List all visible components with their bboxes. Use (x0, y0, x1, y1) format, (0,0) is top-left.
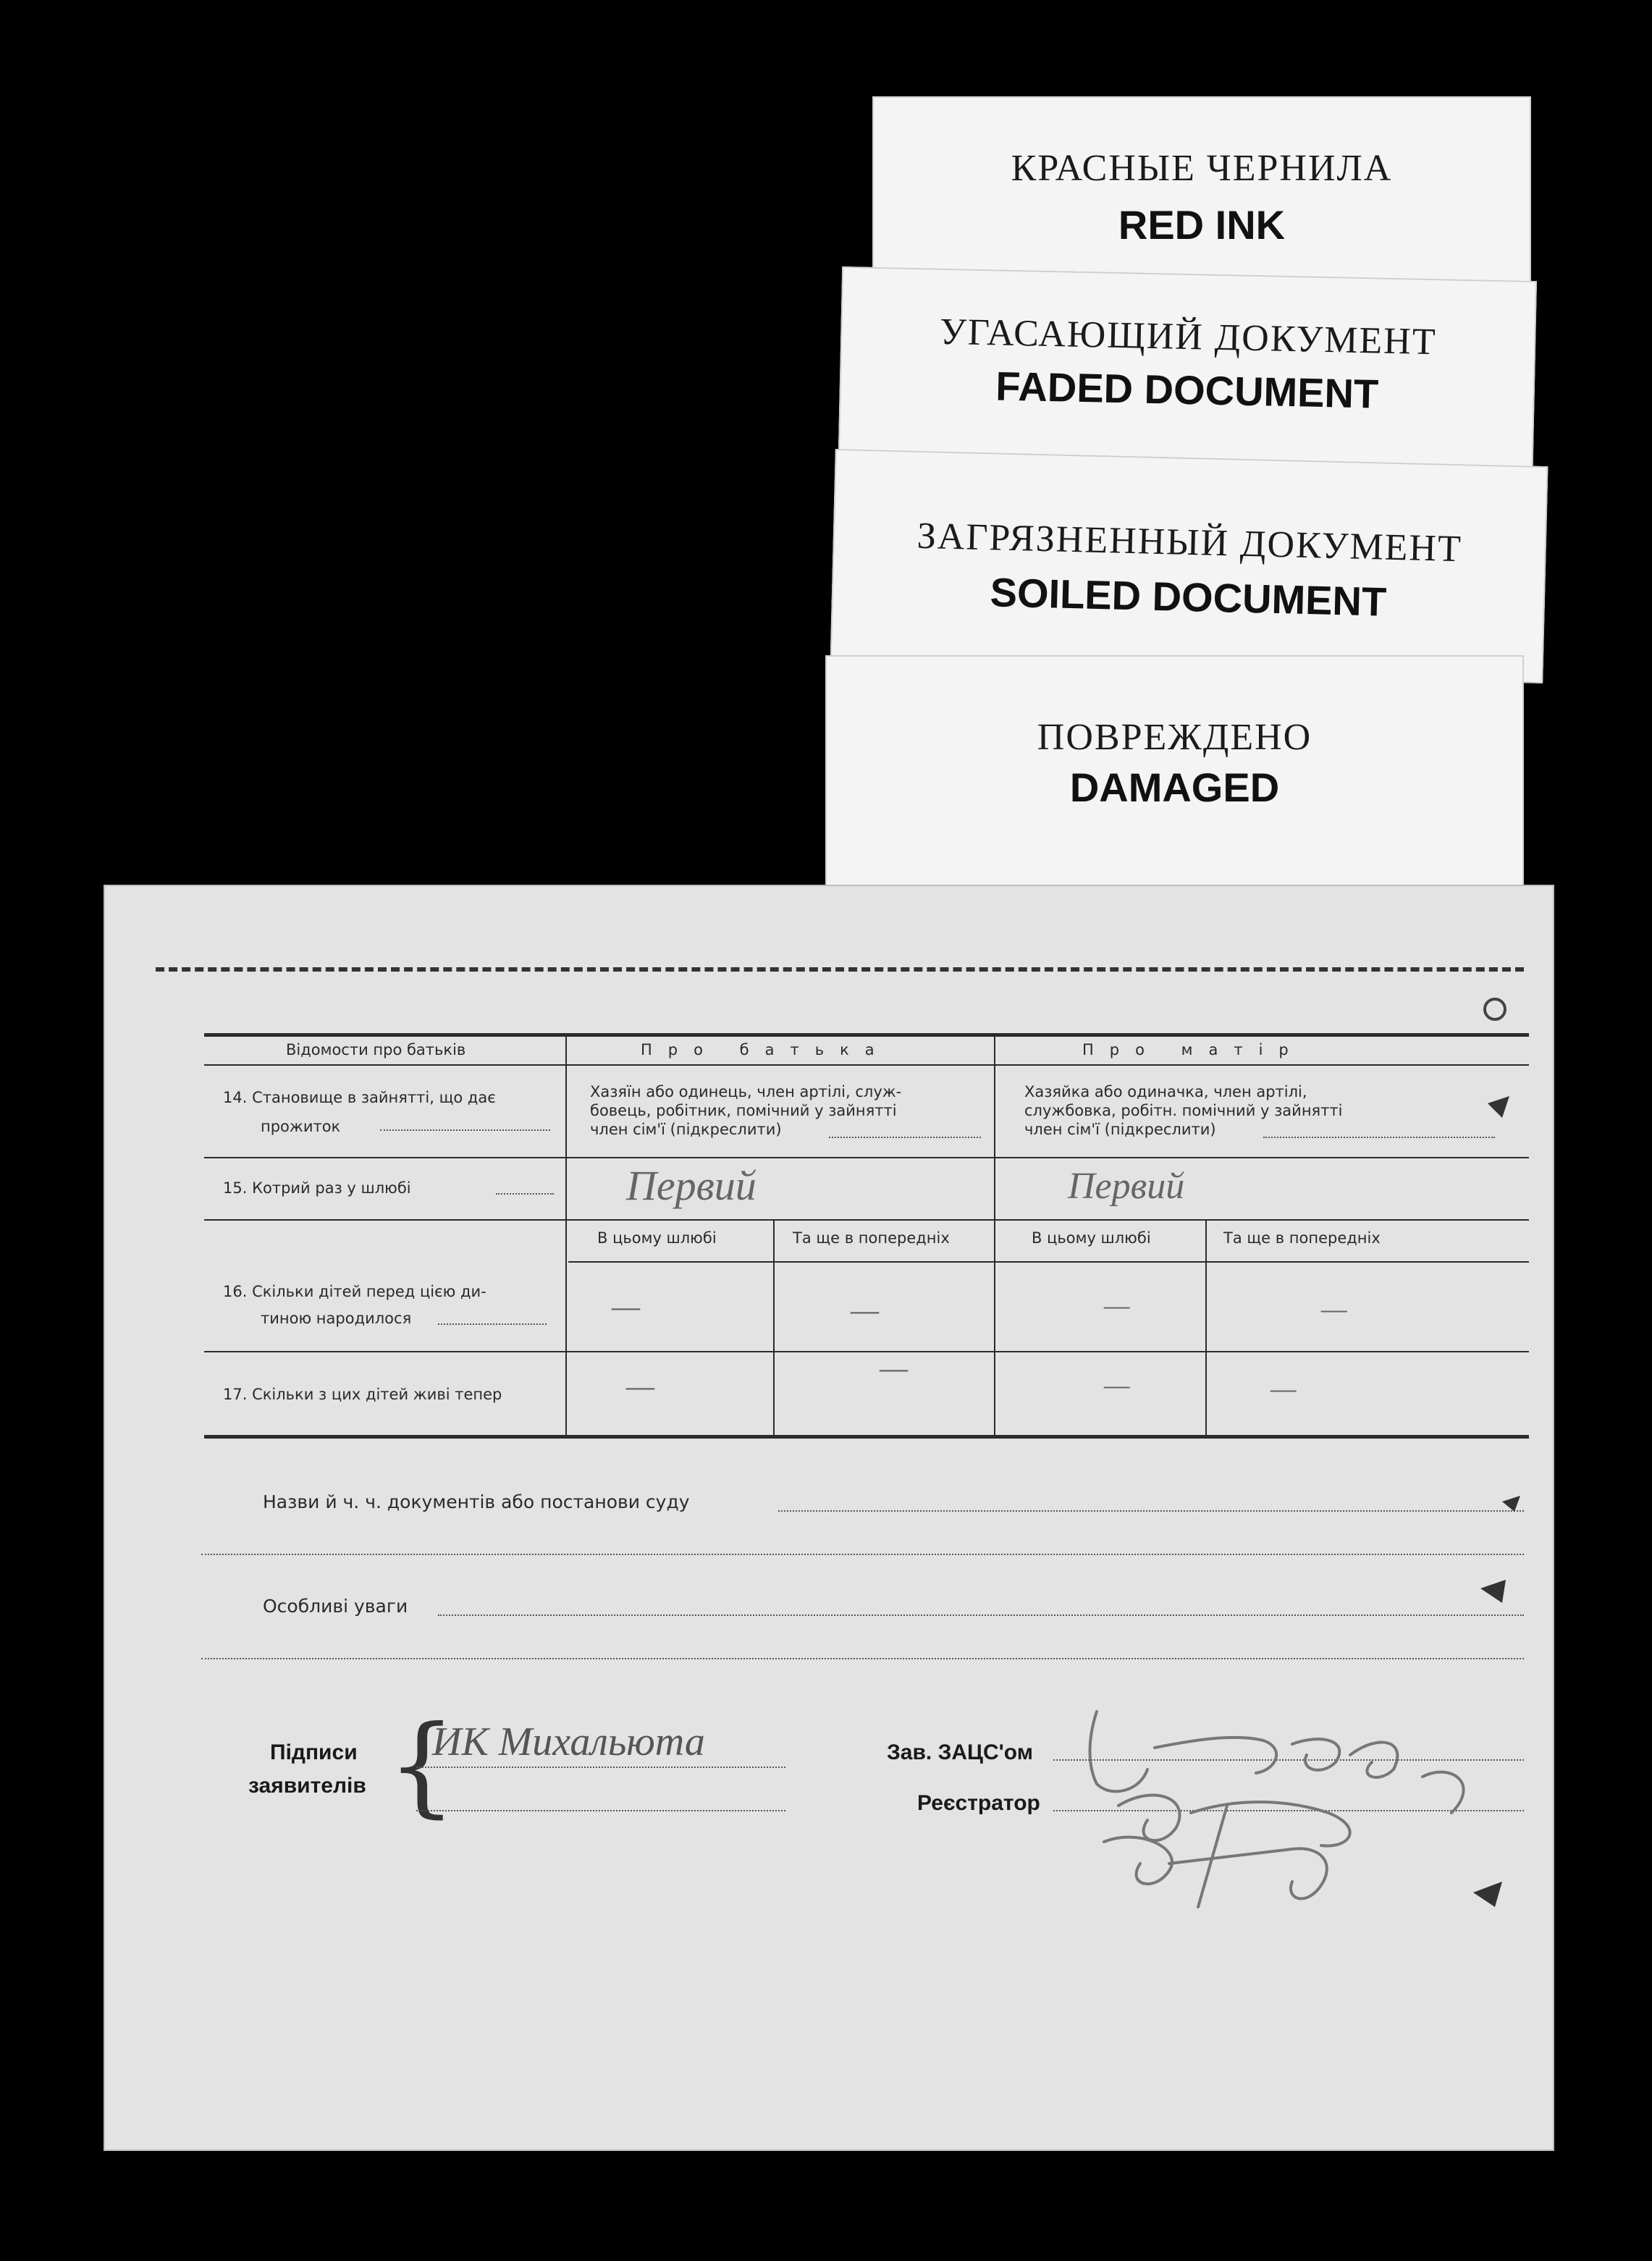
dotted-leader (496, 1193, 554, 1195)
row14-mother-options: член сім'ї (підкреслити) (1024, 1121, 1216, 1138)
row16-value: — (612, 1289, 641, 1324)
row17-value: — (880, 1350, 909, 1386)
table-bottom-rule (204, 1435, 1529, 1439)
documents-field (778, 1510, 1524, 1512)
dotted-leader (438, 1323, 547, 1325)
warning-label-en: FADED DOCUMENT (995, 363, 1379, 417)
row14-father-options: бовець, робітник, помічний у зайнятті (590, 1102, 897, 1119)
applicant-signature: ИК Михальюта (432, 1719, 705, 1764)
paper-damage-marks (1459, 995, 1546, 1921)
subheader-this-marriage: В цьому шлюбі (597, 1229, 717, 1247)
row16-label: 16. Скільки дітей перед цією ди- (223, 1283, 486, 1300)
signatures-label-cont: заявителів (248, 1774, 366, 1798)
remarks-field (201, 1658, 1524, 1659)
head-of-registry-label: Зав. ЗАЦС'ом (887, 1740, 1033, 1764)
dotted-leader (380, 1129, 550, 1131)
row17-value: — (626, 1368, 655, 1404)
warning-label-en: SOILED DOCUMENT (989, 569, 1387, 625)
signature-line (416, 1767, 785, 1768)
warning-card-red-ink (872, 96, 1531, 285)
table-rule (204, 1219, 1529, 1221)
brace: { (387, 1703, 457, 1829)
column-divider (773, 1221, 775, 1436)
row14-mother-options: Хазяйка або одиначка, член артілі, (1024, 1083, 1307, 1100)
table-rule (204, 1064, 1529, 1066)
row16-label-cont: тиною народилося (261, 1310, 412, 1327)
table-top-rule (204, 1033, 1529, 1037)
dotted-leader (829, 1137, 981, 1138)
signatures-label: Підписи (270, 1740, 358, 1764)
documents-label: Назви й ч. ч. документів або постанови суду (263, 1491, 690, 1512)
warning-card-damaged (825, 655, 1524, 887)
header-father: Про батька (641, 1041, 890, 1058)
row17-value: — (1270, 1372, 1297, 1405)
table-rule (568, 1261, 1529, 1263)
header-mother: Про матір (1082, 1041, 1305, 1058)
remarks-label: Особливі уваги (263, 1596, 408, 1617)
warning-label-ru: УГАСАЮЩИЙ ДОКУМЕНТ (939, 311, 1438, 363)
registrar-label: Реєстратор (917, 1791, 1040, 1815)
column-divider (1205, 1221, 1207, 1436)
column-divider (994, 1035, 995, 1436)
subheader-previous: Та ще в попередніх (1223, 1229, 1381, 1247)
warning-label-ru: КРАСНЫЕ ЧЕРНИЛА (1011, 148, 1393, 189)
registration-form-sheet (104, 885, 1554, 2151)
row16-value: — (1321, 1292, 1347, 1325)
row16-value: — (851, 1292, 880, 1328)
perforation-line (156, 967, 1524, 972)
row17-value: — (1104, 1368, 1130, 1401)
row15-mother-handwritten: Первий (1068, 1166, 1185, 1207)
warning-label-ru: ЗАГРЯЗНЕННЫЙ ДОКУМЕНТ (916, 515, 1463, 570)
header-parents-info: Відомости про батьків (286, 1041, 466, 1058)
table-rule (204, 1351, 1529, 1352)
table-rule (204, 1157, 1529, 1158)
row17-label: 17. Скільки з цих дітей живі тепер (223, 1386, 502, 1403)
row14-father-options: член сім'ї (підкреслити) (590, 1121, 782, 1138)
row15-label: 15. Котрий раз у шлюбі (223, 1179, 411, 1197)
remarks-field (438, 1614, 1524, 1616)
row16-value: — (1104, 1289, 1130, 1321)
warning-card-soiled (830, 449, 1548, 683)
warning-label-en: RED INK (1118, 202, 1286, 248)
subheader-previous: Та ще в попередніх (793, 1229, 950, 1247)
documents-field (201, 1554, 1524, 1555)
column-divider (565, 1035, 567, 1436)
row14-mother-options: службовка, робітн. помічний у зайнятті (1024, 1102, 1343, 1119)
warning-label-ru: ПОВРЕЖДЕНО (1037, 717, 1312, 758)
row14-father-options: Хазяїн або одинець, член артілі, служ- (590, 1083, 902, 1100)
warning-label-en: DAMAGED (1069, 765, 1280, 810)
row14-label: 14. Становище в зайнятті, що дає (223, 1089, 496, 1106)
row14-label-cont: прожиток (261, 1118, 341, 1135)
signature-line (416, 1810, 785, 1811)
row15-father-handwritten: Первий (626, 1162, 757, 1209)
subheader-this-marriage: В цьому шлюбі (1032, 1229, 1151, 1247)
